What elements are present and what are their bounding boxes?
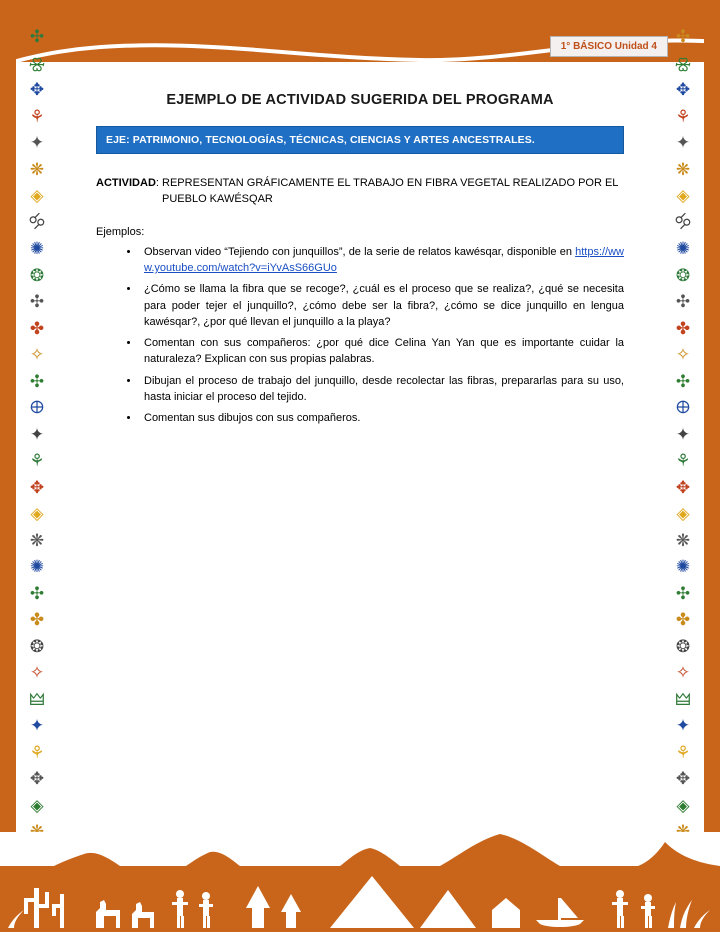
- pictogram-icon: ◈: [30, 795, 44, 815]
- activity-line2: PUEBLO KAWÉSQAR: [162, 192, 273, 205]
- list-item: [140, 244, 624, 277]
- pictogram-icon: ✣: [29, 371, 45, 391]
- list-item: [140, 335, 624, 368]
- left-icon-column: [18, 28, 56, 828]
- pictogram-icon: ✣: [675, 583, 691, 603]
- pictogram-icon: ❋: [675, 530, 691, 550]
- activity-separator: :: [155, 177, 163, 189]
- left-orange-strip: [0, 0, 16, 932]
- pictogram-icon: ✤: [29, 610, 45, 629]
- unit-badge: 1° BÁSICO Unidad 4: [550, 36, 668, 57]
- pictogram-icon: 🝰: [674, 212, 692, 232]
- pictogram-icon: ✣: [29, 583, 45, 603]
- pictogram-icon: ✥: [29, 769, 45, 788]
- pictogram-icon: ✤: [29, 318, 45, 338]
- list-item-text: ¿Cómo se llama la fibra que se recoge?, ¿cuál es el proceso que se realiza?, ¿qué se necesita para poder tejer el junquillo?, ¿cómo debe ser la fibra?, ¿cómo se dice junquillo en lengua kawésqar?, ¿por qué llevan el junquillo a la playa?: [144, 283, 624, 328]
- pictogram-icon: ✥: [675, 769, 691, 788]
- pictogram-icon: ◈: [676, 795, 690, 815]
- pictogram-icon: ❂: [675, 636, 691, 656]
- pictogram-icon: ✧: [675, 663, 691, 682]
- pictogram-icon: ✧: [675, 345, 691, 364]
- axis-banner: EJE: PATRIMONIO, TECNOLOGÍAS, TÉCNICAS, CIENCIAS Y ARTES ANCESTRALES.: [96, 126, 624, 154]
- pictogram-icon: ✥: [29, 477, 45, 497]
- pictogram-icon: 🝮: [674, 53, 692, 73]
- pictogram-icon: ⚘: [29, 742, 45, 762]
- pictogram-icon: 🜨: [29, 398, 45, 417]
- pictogram-icon: ✣: [675, 27, 691, 46]
- pictogram-icon: ✦: [675, 716, 691, 735]
- pictogram-icon: ✧: [29, 345, 45, 364]
- document-content: [96, 80, 624, 432]
- page-title: EJEMPLO DE ACTIVIDAD SUGERIDA DEL PROGRAMA: [166, 92, 554, 108]
- pictogram-icon: ✺: [29, 557, 45, 576]
- pictogram-icon: ◈: [30, 504, 44, 523]
- pictogram-icon: ✧: [29, 663, 45, 682]
- pictogram-icon: ❂: [29, 265, 45, 285]
- pictogram-icon: ✤: [675, 318, 691, 338]
- pictogram-icon: ✣: [675, 292, 691, 311]
- list-item: [140, 281, 624, 330]
- pictogram-icon: ⚘: [29, 451, 45, 470]
- pictogram-icon: ✦: [675, 424, 691, 444]
- examples-label: Ejemplos:: [96, 225, 145, 238]
- pictogram-icon: ◈: [676, 186, 690, 205]
- list-item-text: Dibujan el proceso de trabajo del junquillo, desde recolectar las fibras, prepararlas para su uso, hasta iniciar el proceso del tejido.: [144, 374, 624, 403]
- pictogram-icon: ✥: [29, 80, 45, 99]
- pictogram-icon: ✥: [675, 477, 691, 497]
- pictogram-icon: ⚘: [675, 106, 691, 126]
- pictogram-icon: ⚘: [29, 106, 45, 126]
- pictogram-icon: 🝰: [28, 212, 46, 232]
- pictogram-icon: ✣: [675, 371, 691, 391]
- pictogram-icon: ✺: [675, 557, 691, 576]
- pictogram-icon: ✦: [675, 133, 691, 152]
- pictogram-icon: ✺: [29, 239, 45, 258]
- pictogram-icon: ⚘: [675, 451, 691, 470]
- pictogram-icon: ◈: [676, 504, 690, 523]
- pictogram-icon: ✣: [29, 27, 45, 46]
- pictogram-icon: ◈: [30, 186, 44, 205]
- right-orange-strip: [704, 0, 720, 932]
- pictogram-icon: ✦: [29, 133, 45, 152]
- pictogram-icon: ✥: [675, 80, 691, 99]
- list-item-text: Observan video “Tejiendo con junquillos”, de la serie de relatos kawésqar, disponible en: [144, 245, 576, 258]
- pictogram-icon: 🜨: [675, 398, 691, 417]
- right-icon-column: [664, 28, 702, 828]
- pictogram-icon: ✺: [675, 239, 691, 258]
- pictogram-icon: 🜲: [29, 689, 45, 709]
- activity-line1: REPRESENTAN GRÁFICAMENTE EL TRABAJO EN FIBRA VEGETAL REALIZADO POR EL: [162, 177, 619, 189]
- examples-list: [96, 244, 624, 427]
- pictogram-icon: ❋: [29, 530, 45, 550]
- pictogram-icon: ❋: [29, 159, 45, 179]
- pictogram-icon: ❂: [29, 636, 45, 656]
- list-item-text: Comentan sus dibujos con sus compañeros.: [144, 412, 361, 425]
- pictogram-icon: ❋: [675, 159, 691, 179]
- pictogram-icon: ✦: [29, 424, 45, 444]
- activity-label: ACTIVIDAD: [96, 177, 156, 189]
- youtube-link[interactable]: https://www.youtube.com/watch?v=iYvAsS66GUo: [144, 245, 624, 275]
- pictogram-icon: ✤: [675, 610, 691, 629]
- list-item: [140, 373, 624, 406]
- list-item: [140, 410, 624, 426]
- activity-block: [96, 176, 624, 208]
- pictogram-icon: ❂: [675, 265, 691, 285]
- pictogram-icon: 🜲: [675, 689, 691, 709]
- list-item-text: Comentan con sus compañeros: ¿por qué dice Celina Yan Yan que es importante cuidar la naturaleza? Explican con sus propias palabras.: [144, 337, 624, 366]
- pictogram-icon: 🝮: [28, 53, 46, 73]
- pictogram-icon: ✦: [29, 716, 45, 735]
- pictogram-icon: ✣: [29, 292, 45, 311]
- footer-silhouette: [0, 832, 720, 932]
- pictogram-icon: ⚘: [675, 742, 691, 762]
